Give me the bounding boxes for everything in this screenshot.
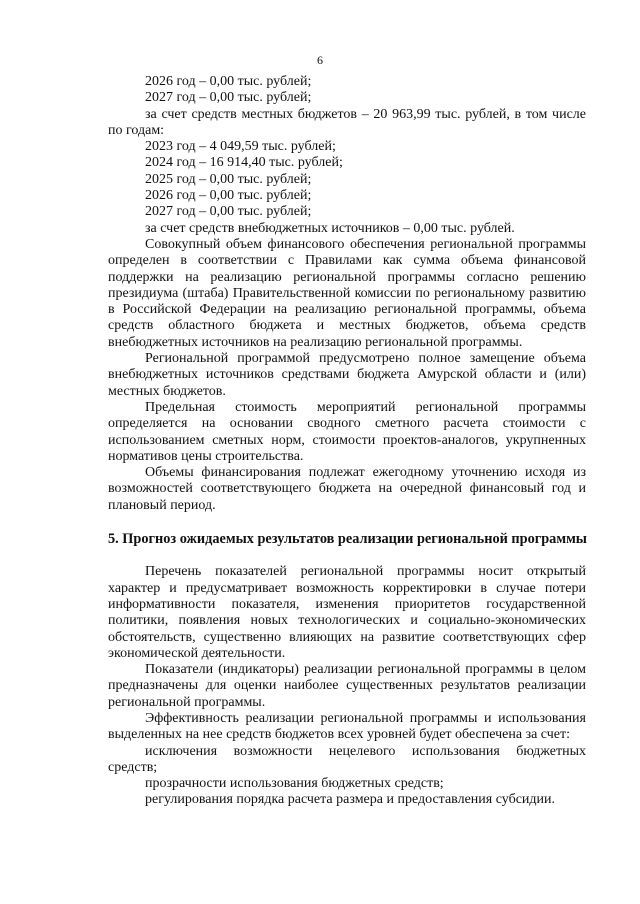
text-line: местных бюджетов. (108, 383, 226, 399)
text-line: Перечень показателей региональной программы носит открытый (145, 564, 586, 580)
text-line: информативности показателя, изменения приоритетов государственной (108, 596, 586, 612)
text-line: поддержки на реализацию региональной программы согласно решению (108, 269, 586, 285)
text-line: Объемы финансирования подлежат ежегодному уточнению исходя из (145, 465, 586, 481)
text-line: 2026 год – 0,00 тыс. рублей; (145, 74, 312, 89)
text-line: Предельная стоимость мероприятий региональной программы (145, 399, 586, 415)
text-line: Показатели (индикаторы) реализации региональной программы в целом (145, 662, 586, 678)
text-line: Эффективность реализации региональной программы и использования (145, 710, 586, 726)
text-line: 2026 год – 0,00 тыс. рублей; (145, 188, 312, 204)
text-line: регулирования порядка расчета размера и предоставления субсидии. (145, 792, 556, 808)
text-line: за счет средств местных бюджетов – 20 963,99 тыс. рублей, в том числе (145, 106, 586, 122)
text-line: Совокупный объем финансового обеспечения региональной программы (145, 236, 586, 252)
text-line: в Российской Федерации на реализацию региональной программы, объема (108, 302, 586, 318)
text-line: исключения возможности нецелевого использования бюджетных (145, 743, 586, 759)
text-line: средств областного бюджета и местных бюджетов, объема средств (108, 318, 586, 334)
text-line: определен в соответствии с Правилами как сумма объема финансовой (108, 253, 586, 269)
text-line: характер и предусматривает возможность корректировки в случае потери (108, 580, 586, 596)
text-line: обстоятельств, существенно влияющих на развитие соответствующих сфер (108, 629, 586, 645)
text-line: внебюджетных источников средствами бюджета Амурской области и (или) (108, 367, 586, 383)
text-line: предназначены для оценки наиболее существенных результатов реализации (108, 678, 586, 694)
text-line: возможностей соответствующего бюджета на очередной финансовый год и (108, 481, 586, 497)
text-line: 2025 год – 0,00 тыс. рублей; (145, 171, 312, 187)
text-line: средств; (108, 759, 158, 775)
text-line: нормативов цены строительства. (108, 448, 304, 464)
text-line: внебюджетных источников на реализацию региональной программы. (108, 334, 523, 350)
text-line: президиума (штаба) Правительственной комиссии по региональному развитию (108, 285, 586, 301)
document-body (108, 74, 586, 809)
text-line: плановый период. (108, 497, 216, 513)
text-line: определяется на основании сводного сметного расчета стоимости с (108, 416, 586, 432)
text-line: 2024 год – 16 914,40 тыс. рублей; (145, 155, 343, 171)
text-line: 2027 год – 0,00 тыс. рублей; (145, 204, 312, 220)
text-line: выделенных на нее средств бюджетов всех уровней будет обеспечена за счет: (108, 727, 571, 743)
text-line: прозрачности использования бюджетных средств; (145, 776, 444, 792)
text-line: 2023 год – 4 049,59 тыс. рублей; (145, 139, 336, 155)
section-heading: 5. Прогноз ожидаемых результатов реализации региональной программы (108, 531, 587, 548)
text-line: экономической деятельности. (108, 645, 286, 661)
text-line: за счет средств внебюджетных источников – 0,00 тыс. рублей. (145, 220, 515, 236)
text-line: политики, появления новых технологических и социально-экономических (108, 613, 586, 629)
text-line: использованием сметных норм, стоимости проектов-аналогов, укрупненных (108, 432, 586, 448)
text-line: региональной программы. (108, 694, 266, 710)
text-line: 2027 год – 0,00 тыс. рублей; (145, 90, 312, 106)
page-number: 6 (317, 53, 323, 67)
text-line: по годам: (108, 122, 165, 138)
text-line: Региональной программой предусмотрено полное замещение объема (145, 351, 586, 367)
